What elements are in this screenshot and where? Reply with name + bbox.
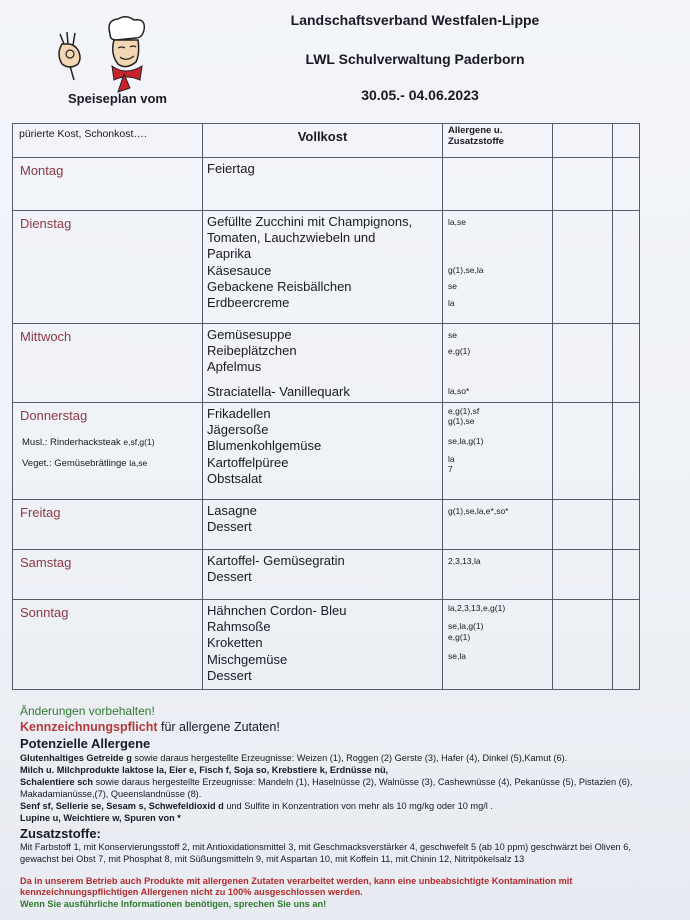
potential-allergens-title: Potenzielle Allergene <box>20 736 151 751</box>
allergens-samstag <box>443 550 552 569</box>
header-allergens-line1: Allergene u. <box>448 125 503 136</box>
allergen-item: g(1),se,la <box>448 265 484 276</box>
org-title: Landschaftsverband Westfalen-Lippe <box>290 12 540 28</box>
allergen-legend <box>20 752 660 824</box>
dish-item: Dessert <box>207 569 252 585</box>
day-name-dienstag: Dienstag <box>20 216 72 231</box>
dishes-dienstag <box>203 211 442 311</box>
muslim-option-allergens: e,sf,g(1) <box>123 437 155 447</box>
dish-item: Jägersoße <box>207 422 269 438</box>
dish-item: Rahmsoße <box>207 619 271 635</box>
vegetarian-option <box>13 458 202 469</box>
dishes-montag <box>203 158 442 177</box>
dishes-donnerstag <box>203 403 442 487</box>
dish-item: Erdbeercreme <box>207 295 290 311</box>
dish-item: Mischgemüse <box>207 651 288 667</box>
header-vollkost: Vollkost <box>203 124 443 158</box>
dish-item: Feiertag <box>207 161 255 176</box>
header-allergens-line2: Zusatzstoffe <box>448 136 504 147</box>
nuts-line <box>20 776 660 800</box>
dishes-mittwoch <box>203 324 442 400</box>
dish-item: Dessert <box>207 519 252 535</box>
dish-item: Frikadellen <box>207 406 271 421</box>
day-name-mittwoch: Mittwoch <box>20 329 72 344</box>
spacer <box>207 376 442 384</box>
day-row-donnerstag <box>13 403 640 500</box>
spacer <box>448 375 552 383</box>
allergens-freitag <box>443 500 552 519</box>
dish-item: Kroketten <box>207 635 263 651</box>
allergen-item: g(1),se <box>448 416 475 426</box>
dish-item: Kartoffel- Gemüsegratin <box>207 553 345 568</box>
gluten-text: sowie daraus hergestellte Erzeugnisse: Weizen (1), Roggen (2) Gerste (3), Hafer (4), Dinkel (5),Kamut (6). <box>134 753 568 763</box>
table-header-row <box>13 124 640 158</box>
header-empty-2 <box>613 124 640 158</box>
lupine-line <box>20 812 660 824</box>
logo-caption: Speiseplan vom <box>68 91 167 106</box>
labeling-notice-rest: für allergene Zutaten! <box>160 720 280 734</box>
gluten-line <box>20 752 660 764</box>
dept-title: LWL Schulverwaltung Paderborn <box>305 51 525 67</box>
allergen-item: se <box>448 281 457 292</box>
nuts-text: sowie daraus hergestellte Erzeugnisse: Mandeln (1), Haselnüsse (2), Walnüsse (3), Cashewnüsse (4), Pekanüsse (5), Pistazien (6), Makadamianüsse,(7), Queenslandnüsse (8). <box>20 777 633 799</box>
dishes-sonntag <box>203 600 442 684</box>
additives-text: Mit Farbstoff 1, mit Konservierungsstoff 2, mit Antioxidationsmittel 3, mit Geschmacksverstärker 4, geschwefelt 5 (ab 10 ppm) geschwärzt bei Oliven 6, gewachst bei Obst 7, mit Phosphat 8, mit Süßungsmitteln 9, mit Aspartan 10, mit Koffein 11, mit Chinin 12, Nitritpökelsalz 13 <box>20 842 631 864</box>
allergen-item: la <box>448 297 455 308</box>
dish-item: Blumenkohlgemüse <box>207 438 322 454</box>
allergen-item: la <box>448 454 455 464</box>
allergen-item: la,2,3,13,e,g(1) <box>448 603 506 613</box>
milk-line <box>20 764 660 776</box>
dish-item: Obstsalat <box>207 470 262 486</box>
allergen-item: 2,3,13,la <box>448 556 481 566</box>
day-row-freitag <box>13 500 640 550</box>
dish-item: Kartoffelpüree <box>207 454 289 470</box>
allergen-item <box>448 246 552 262</box>
dish-item: Paprika <box>207 246 252 262</box>
header-allergens <box>443 124 553 158</box>
allergen-item: la,so* <box>448 386 470 397</box>
allergens-sonntag <box>443 600 552 662</box>
allergens-mittwoch <box>443 324 552 400</box>
vegetarian-option-allergens: la,se <box>129 458 148 468</box>
day-name-freitag: Freitag <box>20 505 61 520</box>
additives-title: Zusatzstoffe: <box>20 826 101 841</box>
lupine-text: Lupine u, Weichtiere w, Spuren von * <box>20 813 181 823</box>
menu-table <box>12 123 640 690</box>
day-row-mittwoch <box>13 324 640 403</box>
dish-item: Gemüsesuppe <box>207 327 292 342</box>
allergens-dienstag <box>443 211 552 311</box>
day-name-sonntag: Sonntag <box>20 605 69 620</box>
day-row-montag <box>13 158 640 211</box>
changes-notice: Änderungen vorbehalten! <box>20 704 155 718</box>
header-puree: pürierte Kost, Schonkost…. <box>13 124 203 158</box>
day-row-samstag <box>13 550 640 600</box>
allergen-item: se,la <box>448 651 466 661</box>
dish-item: Gebackene Reisbällchen <box>207 278 352 294</box>
day-row-dienstag <box>13 211 640 324</box>
muslim-option-label: Musl.: Rinderhacksteak <box>22 437 121 448</box>
vegetarian-option-label: Veget.: Gemüsebrätlinge <box>22 458 127 469</box>
nuts-label: Schalentiere sch <box>20 777 94 787</box>
gluten-label: Glutenhaltiges Getreide g <box>20 753 132 763</box>
allergen-item <box>448 230 552 246</box>
day-row-sonntag <box>13 600 640 690</box>
allergen-item: la,se <box>448 217 466 227</box>
allergen-item: e,g(1) <box>448 346 471 357</box>
contact-notice: Wenn Sie ausführliche Informationen benötigen, sprechen Sie uns an! <box>20 899 327 909</box>
dish-item: Dessert <box>207 667 252 683</box>
dish-item: Tomaten, Lauchzwiebeln und <box>207 230 376 246</box>
allergen-item: se,la,g(1) <box>448 621 484 631</box>
dish-item: Straciatella- Vanillequark <box>207 383 350 399</box>
allergen-item: 7 <box>448 464 453 474</box>
dish-item: Käsesauce <box>207 262 272 278</box>
dish-item: Lasagne <box>207 503 257 518</box>
allergen-item: se,la,g(1) <box>448 436 484 446</box>
day-name-samstag: Samstag <box>20 555 72 570</box>
day-name-montag: Montag <box>20 163 64 178</box>
date-range: 30.05.- 04.06.2023 <box>361 87 479 103</box>
senf-text: und Sulfite in Konzentration von mehr als 10 mg/kg oder 10 mg/l . <box>226 801 493 811</box>
header-empty-1 <box>553 124 613 158</box>
labeling-notice <box>20 720 660 734</box>
contamination-notice: Da in unserem Betrieb auch Produkte mit allergenen Zutaten verarbeitet werden, kann eine unbeabsichtigte Kontamination mit kennzeichnungspflichtigen Allergenen nicht zu 100% ausgeschlossen werden. <box>20 876 573 897</box>
allergens-donnerstag <box>443 403 552 474</box>
muslim-option <box>13 437 202 448</box>
senf-label: Senf sf, Sellerie se, Sesam s, Schwefeldioxid d <box>20 801 224 811</box>
allergen-item: g(1),se,la,e*,so* <box>448 506 509 516</box>
chef-logo-icon <box>48 14 158 94</box>
dish-item: Hähnchen Cordon- Bleu <box>207 603 347 618</box>
allergen-item: se <box>448 330 457 340</box>
dish-item: Gefüllte Zucchini mit Champignons, <box>207 214 413 229</box>
allergen-item: e,g(1) <box>448 632 471 642</box>
allergen-item: e,g(1),sf <box>448 406 480 416</box>
allergen-item <box>448 359 552 375</box>
dishes-freitag <box>203 500 442 535</box>
dish-item: Reibeplätzchen <box>207 343 297 359</box>
senf-line <box>20 800 660 812</box>
dishes-samstag <box>203 550 442 585</box>
labeling-notice-highlight: Kennzeichnungspflicht <box>20 720 158 734</box>
day-name-donnerstag: Donnerstag <box>20 408 88 423</box>
dish-item: Apfelmus <box>207 359 262 375</box>
milk-text: Milch u. Milchprodukte laktose la, Eier e, Fisch f, Soja so, Krebstiere k, Erdnüsse nü, <box>20 765 389 775</box>
